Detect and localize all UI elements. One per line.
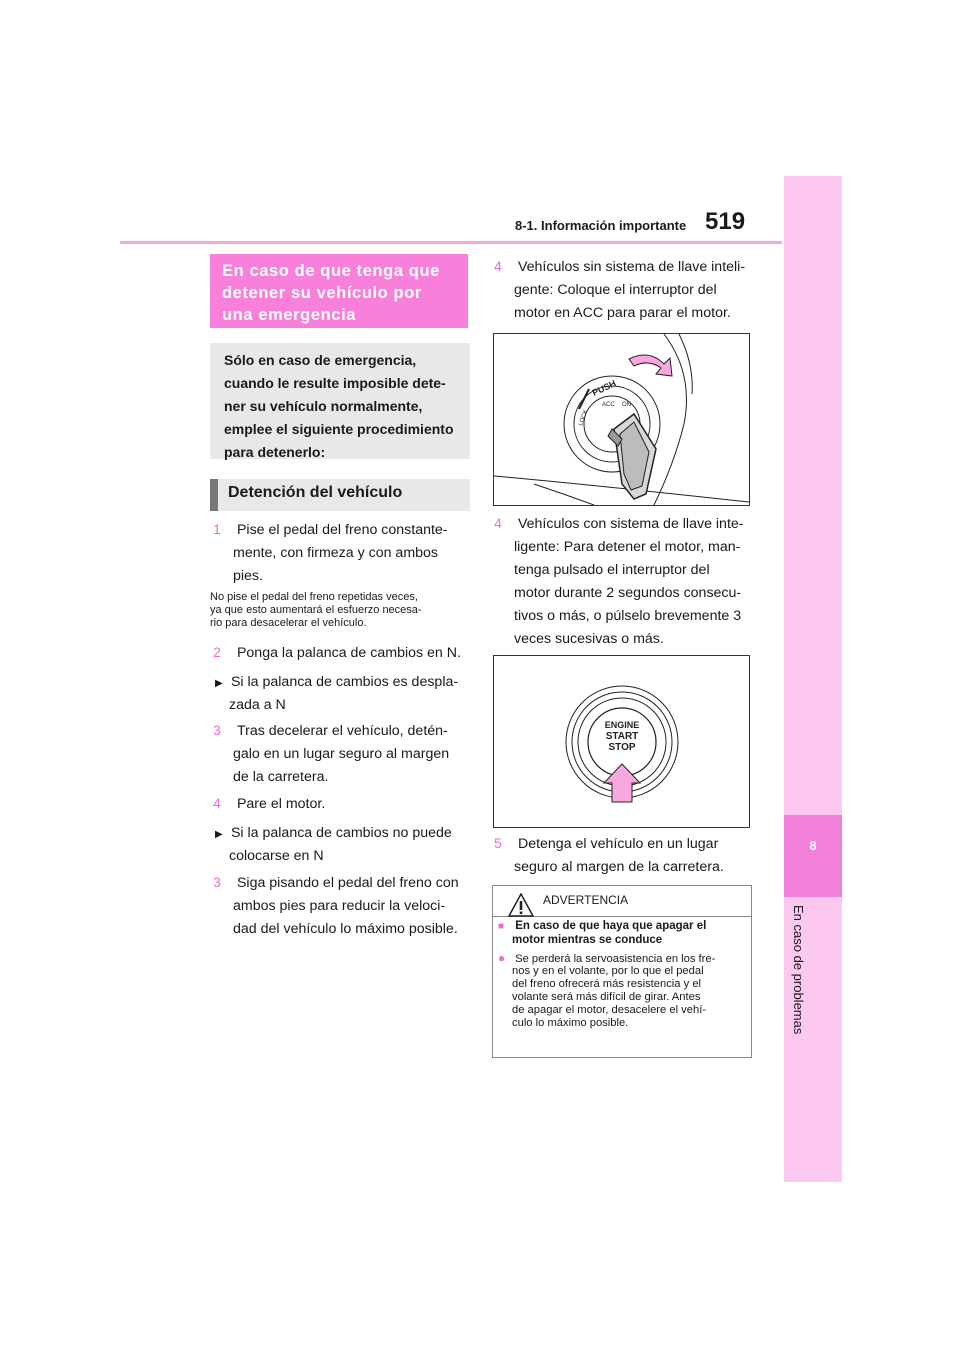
rotate-arrow-icon	[629, 355, 672, 376]
triangle-bullet-icon: ▶	[215, 829, 223, 840]
intro-box	[210, 343, 470, 459]
ignition-key-illustration	[494, 334, 749, 505]
warning-body-text: Se perderá la servoasistencia en los fre-	[515, 953, 716, 965]
page-number: 519	[705, 208, 746, 235]
warning-subtitle-text: motor mientras se conduce	[512, 934, 663, 946]
intro-line: ner su vehículo normalmente,	[224, 398, 423, 414]
step-text: de la carretera.	[233, 769, 329, 785]
chapter-number: 8	[809, 838, 817, 853]
main-heading	[210, 254, 468, 328]
step-text: Ponga la palanca de cambios en N.	[236, 645, 461, 661]
case-a	[215, 671, 458, 695]
warning-body-text: de apagar el motor, desacelere el vehí-	[512, 1004, 707, 1016]
push-label: PUSH	[590, 378, 618, 398]
step-number: 4	[213, 796, 221, 812]
step-text: tenga pulsado el interruptor del	[514, 562, 710, 578]
ignition-key-figure	[493, 333, 750, 506]
step-text: Pare el motor.	[236, 796, 326, 812]
engine-button-illustration	[494, 656, 749, 827]
case-text: colocarse en N	[229, 848, 324, 864]
step-number: 4	[494, 516, 502, 532]
step-text: Pise el pedal del freno constante-	[236, 522, 448, 538]
step-text: Siga pisando el pedal del freno con	[236, 875, 459, 891]
step-number: 4	[494, 259, 502, 275]
step-2	[213, 642, 461, 665]
step-text: motor en ACC para parar el motor.	[514, 305, 731, 321]
step-text: mente, con firmeza y con ambos	[233, 545, 439, 561]
main-heading-line: En caso de que tenga que	[222, 262, 440, 280]
step-text: motor durante 2 segundos consecu-	[514, 585, 742, 601]
header-rule	[120, 241, 782, 244]
step-text: Detenga el vehículo en un lugar	[517, 836, 719, 852]
engine-button-figure	[493, 655, 750, 828]
case-b	[215, 822, 452, 846]
step-number: 5	[494, 836, 502, 852]
engine-label: ENGINE	[604, 720, 640, 730]
step-text: ambos pies para reducir la veloci-	[233, 898, 446, 914]
warning-body-text: del freno ofrecerá más resistencia y el	[512, 978, 702, 990]
acc-label: ACC	[602, 402, 615, 408]
note-line: No pise el pedal del freno repetidas veces,	[210, 591, 418, 603]
on-label: ON	[622, 402, 631, 408]
note-line: ya que esto aumentará el esfuerzo necesa-	[210, 604, 422, 616]
warning-title: ADVERTENCIA	[543, 893, 629, 907]
start-label: START	[605, 731, 639, 742]
warning-subtitle	[498, 920, 706, 933]
chapter-label-text: En caso de problemas	[791, 905, 806, 1035]
case-text: Si la palanca de cambios no puede	[230, 825, 452, 841]
step-3b	[213, 872, 459, 895]
warning-subtitle-text: En caso de que haya que apagar el	[515, 920, 707, 932]
step-text: seguro al margen de la carretera.	[514, 859, 724, 875]
step-5	[494, 833, 718, 856]
step-3a	[213, 720, 448, 743]
warning-triangle-icon	[508, 893, 534, 917]
chapter-label	[782, 905, 812, 1165]
step-text: Tras decelerar el vehículo, detén-	[236, 723, 448, 739]
step-text: Vehículos con sistema de llave inte-	[517, 516, 744, 532]
step-number: 2	[213, 645, 221, 661]
square-bullet-icon: ■	[498, 921, 505, 932]
circle-bullet-icon: ●	[498, 951, 506, 965]
stop-label: STOP	[608, 742, 636, 753]
step-text: gente: Coloque el interruptor del	[514, 282, 717, 298]
note-line: rio para desacelerar el vehículo.	[210, 617, 367, 629]
warning-body	[498, 952, 715, 966]
step-text: dad del vehículo lo máximo posible.	[233, 921, 458, 937]
warning-body-text: culo lo máximo posible.	[512, 1017, 629, 1029]
step-4c	[494, 513, 744, 536]
intro-line: para detenerlo:	[224, 444, 326, 460]
step-text: pies.	[233, 568, 263, 584]
step-number: 1	[213, 522, 221, 538]
step-4a	[213, 793, 325, 816]
lock-label: LOCK	[578, 409, 590, 427]
sub-heading: Detención del vehículo	[210, 479, 470, 511]
step-text: veces sucesivas o más.	[514, 631, 664, 647]
step-1	[213, 519, 448, 542]
case-text: zada a N	[229, 697, 286, 713]
section-title: 8-1. Información importante	[515, 218, 687, 233]
step-text: galo en un lugar seguro al margen	[233, 746, 450, 762]
intro-line: emplee el siguiente procedimiento	[224, 421, 454, 437]
chapter-number-tab	[784, 815, 842, 897]
step-text: Vehículos sin sistema de llave inteli-	[517, 259, 746, 275]
step-4b	[494, 256, 745, 279]
warning-body-text: volante será más difícil de girar. Antes	[512, 991, 701, 1003]
step-number: 3	[213, 875, 221, 891]
main-heading-line: detener su vehículo por	[222, 284, 422, 302]
case-text: Si la palanca de cambios es despla-	[230, 674, 459, 690]
step-number: 3	[213, 723, 221, 739]
intro-line: cuando le resulte imposible dete-	[224, 375, 446, 391]
step-text: ligente: Para detener el motor, man-	[514, 539, 741, 555]
warning-body-text: nos y en el volante, por lo que el pedal	[512, 965, 704, 977]
step-text: tivos o más, o púlselo brevemente 3	[514, 608, 742, 624]
intro-line: Sólo en caso de emergencia,	[224, 352, 417, 368]
triangle-bullet-icon: ▶	[215, 678, 223, 689]
main-heading-line: una emergencia	[222, 306, 357, 324]
